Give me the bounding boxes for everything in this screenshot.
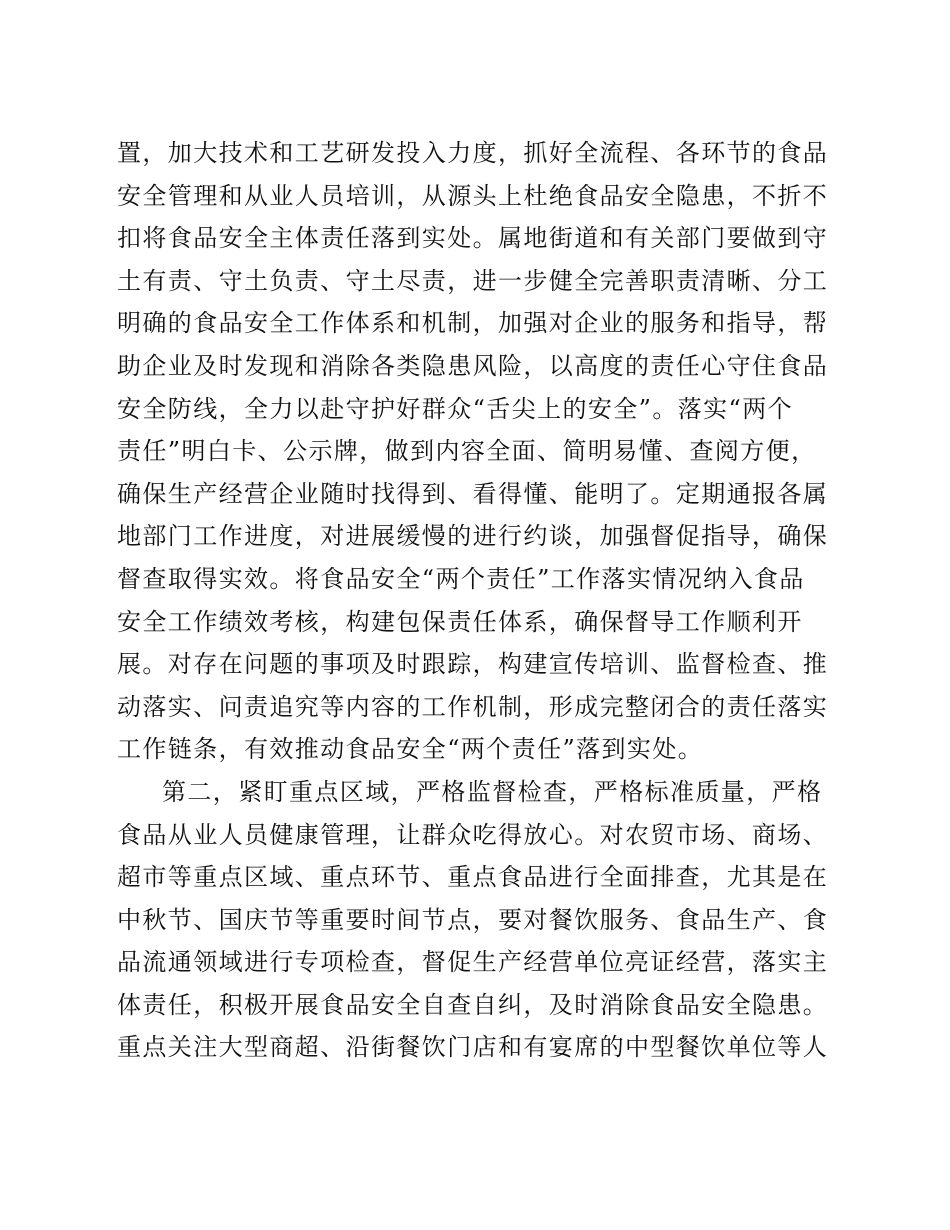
- text-line: 土有责、守土负责、守土尽责，进一步健全完善职责清晰、分工: [117, 266, 829, 295]
- text-line: 助企业及时发现和消除各类隐患风险，以高度的责任心守住食品: [117, 351, 829, 380]
- text-line: 地部门工作进度，对进展缓慢的进行约谈，加强督促指导，确保: [117, 522, 829, 551]
- text-line: 食品从业人员健康管理，让群众吃得放心。对农贸市场、商场、: [117, 820, 829, 849]
- text-line: 重点关注大型商超、沿街餐饮门店和有宴席的中型餐饮单位等人: [117, 1033, 829, 1062]
- text-line: 扣将食品安全主体责任落到实处。属地街道和有关部门要做到守: [117, 224, 829, 253]
- text-line: 安全管理和从业人员培训，从源头上杜绝食品安全隐患，不折不: [117, 181, 829, 210]
- text-line: 中秋节、国庆节等重要时间节点，要对餐饮服务、食品生产、食: [117, 905, 829, 934]
- text-line: 责任”明白卡、公示牌，做到内容全面、简明易懂、查阅方便，: [117, 437, 817, 466]
- paragraph-first-line: 第二，紧盯重点区域，严格监督检查，严格标准质量，严格: [162, 777, 823, 806]
- text-line: 安全防线，全力以赴守护好群众“舌尖上的安全”。落实“两个: [117, 394, 794, 423]
- text-line: 督查取得实效。将食品安全“两个责任”工作落实情况纳入食品: [117, 564, 805, 593]
- text-line: 安全工作绩效考核，构建包保责任体系，确保督导工作顺利开: [117, 607, 803, 636]
- text-line: 体责任，积极开展食品安全自查自纠，及时消除食品安全隐患。: [117, 990, 829, 1019]
- body-text: [117, 132, 829, 1069]
- text-line: 确保生产经营企业随时找得到、看得懂、能明了。定期通报各属: [117, 479, 829, 508]
- text-line: 超市等重点区域、重点环节、重点食品进行全面排查，尤其是在: [117, 863, 829, 892]
- text-line: 置，加大技术和工艺研发投入力度，抓好全流程、各环节的食品: [117, 139, 829, 167]
- text-line: 品流通领域进行专项检查，督促生产经营单位亮证经营，落实主: [117, 948, 829, 977]
- text-line: 动落实、问责追究等内容的工作机制，形成完整闭合的责任落实: [117, 692, 829, 721]
- text-line: 展。对存在问题的事项及时跟踪，构建宣传培训、监督检查、推: [117, 650, 829, 679]
- text-line: 明确的食品安全工作体系和机制，加强对企业的服务和指导，帮: [117, 309, 829, 338]
- text-line: 工作链条，有效推动食品安全“两个责任”落到实处。: [117, 735, 704, 764]
